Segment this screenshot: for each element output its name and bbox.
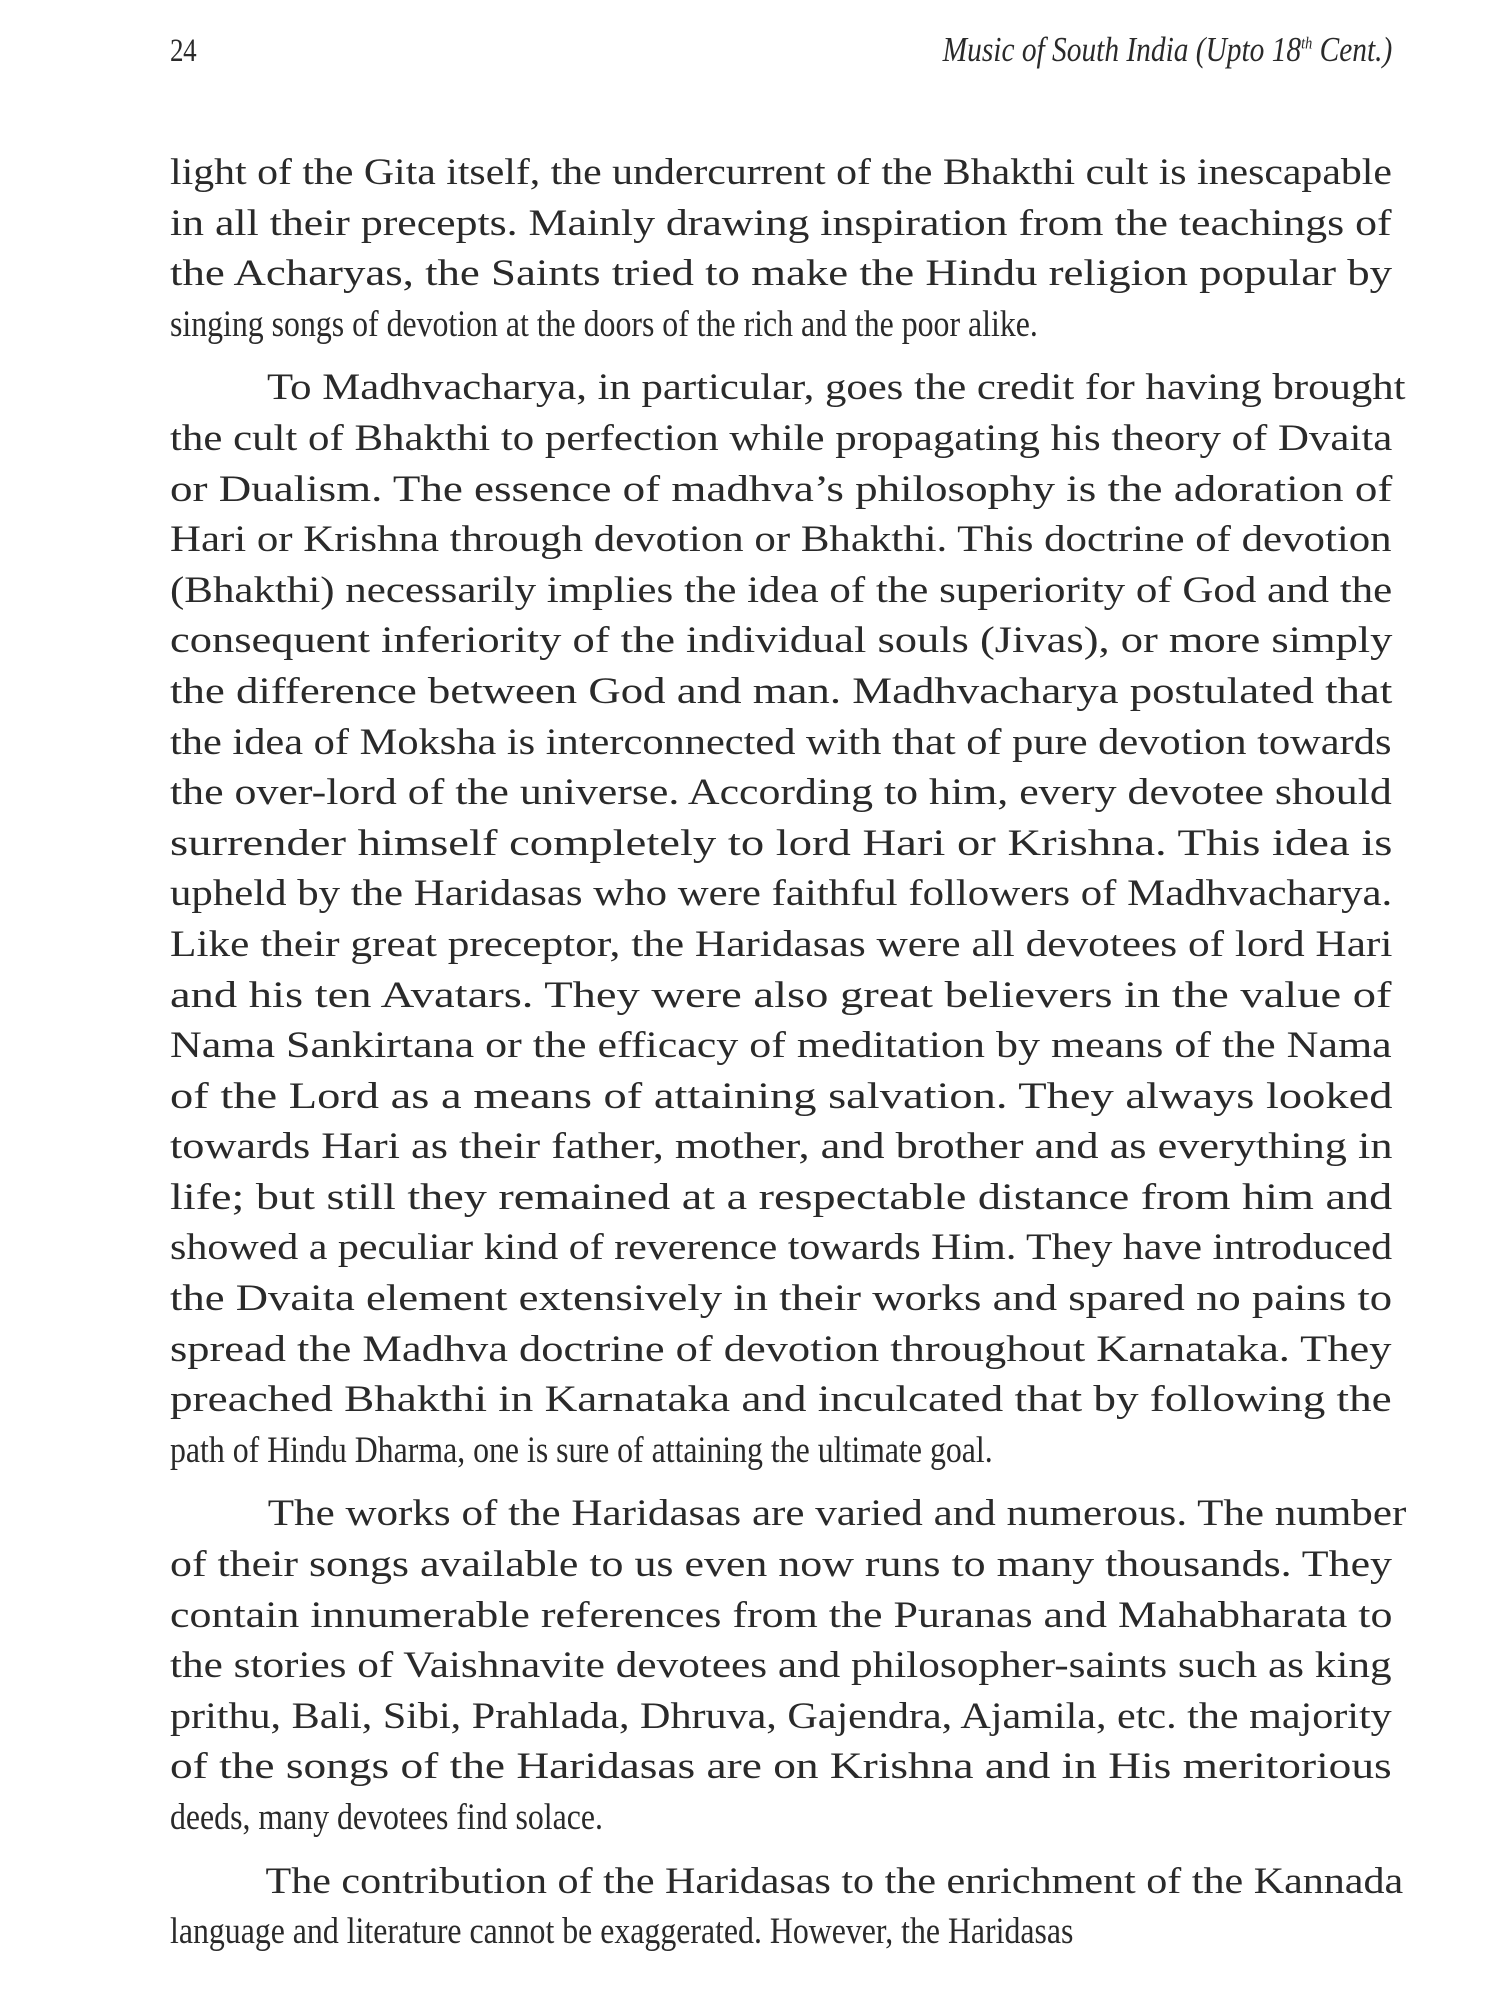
text-line: Like their great preceptor, the Haridasas were all devotees of lord Hari (170, 923, 1393, 965)
text-line: the cult of Bhakthi to perfection while propagating his theory of Dvaita (170, 417, 1393, 459)
text-line: Nama Sankirtana or the efficacy of meditation by means of the Nama (170, 1025, 1392, 1067)
body-text (170, 148, 1407, 1958)
text-line: life; but still they remained at a respectable distance from him and (170, 1176, 1393, 1218)
text-line: the stories of Vaishnavite devotees and philosopher-saints such as king (170, 1645, 1392, 1687)
text-line: the difference between God and man. Madhvacharya postulated that (170, 670, 1393, 712)
text-line: spread the Madhva doctrine of devotion throughout Karnataka. They (170, 1328, 1392, 1370)
page-number: 24 (170, 33, 197, 69)
running-header (170, 30, 1392, 80)
text-line: Hari or Krishna through devotion or Bhakthi. This doctrine of devotion (170, 519, 1392, 561)
text-line: of the Lord as a means of attaining salvation. They always looked (170, 1075, 1393, 1117)
text-line: singing songs of devotion at the doors of the rich and the poor alike. (170, 303, 1038, 345)
text-line: or Dualism. The essence of madhva’s philosophy is the adoration of (170, 468, 1393, 510)
text-line: To Madhvacharya, in particular, goes the credit for having brought (267, 367, 1406, 409)
text-line: (Bhakthi) necessarily implies the idea of the superiority of God and the (170, 569, 1393, 611)
text-line: in all their precepts. Mainly drawing inspiration from the teachings of (170, 202, 1392, 244)
text-line: surrender himself completely to lord Hari or Krishna. This idea is (170, 822, 1393, 864)
text-line: the idea of Moksha is interconnected with that of pure devotion towards (170, 721, 1392, 763)
text-line: deeds, many devotees find solace. (170, 1797, 603, 1838)
text-line: showed a peculiar kind of reverence towards Him. They have introduced (170, 1227, 1393, 1269)
text-line: the Acharyas, the Saints tried to make the Hindu religion popular by (170, 253, 1393, 295)
text-line: contain innumerable references from the Puranas and Mahabharata to (170, 1594, 1393, 1636)
text-line: consequent inferiority of the individual souls (Jivas), or more simply (170, 620, 1393, 662)
running-title-superscript: th (1300, 33, 1312, 53)
text-line: towards Hari as their father, mother, and brother and as everything in (170, 1126, 1393, 1168)
text-line: of the songs of the Haridasas are on Krishna and in His meritorious (170, 1746, 1392, 1788)
text-line: the over-lord of the universe. According to him, every devotee should (170, 772, 1392, 814)
text-line: language and literature cannot be exaggerated. However, the Haridasas (170, 1911, 1074, 1953)
text-line: of their songs available to us even now runs to many thousands. They (170, 1544, 1393, 1586)
paragraph (170, 1857, 1404, 1958)
paragraph (170, 1489, 1407, 1843)
text-line: the Dvaita element extensively in their works and spared no pains to (170, 1278, 1393, 1320)
running-title-end: Cent.) (1311, 30, 1392, 69)
running-title (942, 30, 1392, 70)
text-line: The works of the Haridasas are varied and numerous. The number (267, 1493, 1407, 1535)
text-line: The contribution of the Haridasas to the enrichment of the Kannada (265, 1860, 1404, 1902)
text-line: and his ten Avatars. They were also great believers in the value of (170, 974, 1392, 1016)
paragraph (170, 148, 1392, 350)
text-line: preached Bhakthi in Karnataka and inculcated that by following the (170, 1379, 1392, 1421)
text-line: path of Hindu Dharma, one is sure of attaining the ultimate goal. (170, 1429, 993, 1471)
paragraph (170, 363, 1406, 1476)
text-line: prithu, Bali, Sibi, Prahlada, Dhruva, Gajendra, Ajamila, etc. the majority (170, 1695, 1392, 1737)
text-line: light of the Gita itself, the undercurrent of the Bhakthi cult is inescapable (170, 152, 1392, 193)
running-title-main: Music of South India (Upto 18 (942, 30, 1301, 69)
text-line: upheld by the Haridasas who were faithful followers of Madhvacharya. (170, 873, 1393, 915)
